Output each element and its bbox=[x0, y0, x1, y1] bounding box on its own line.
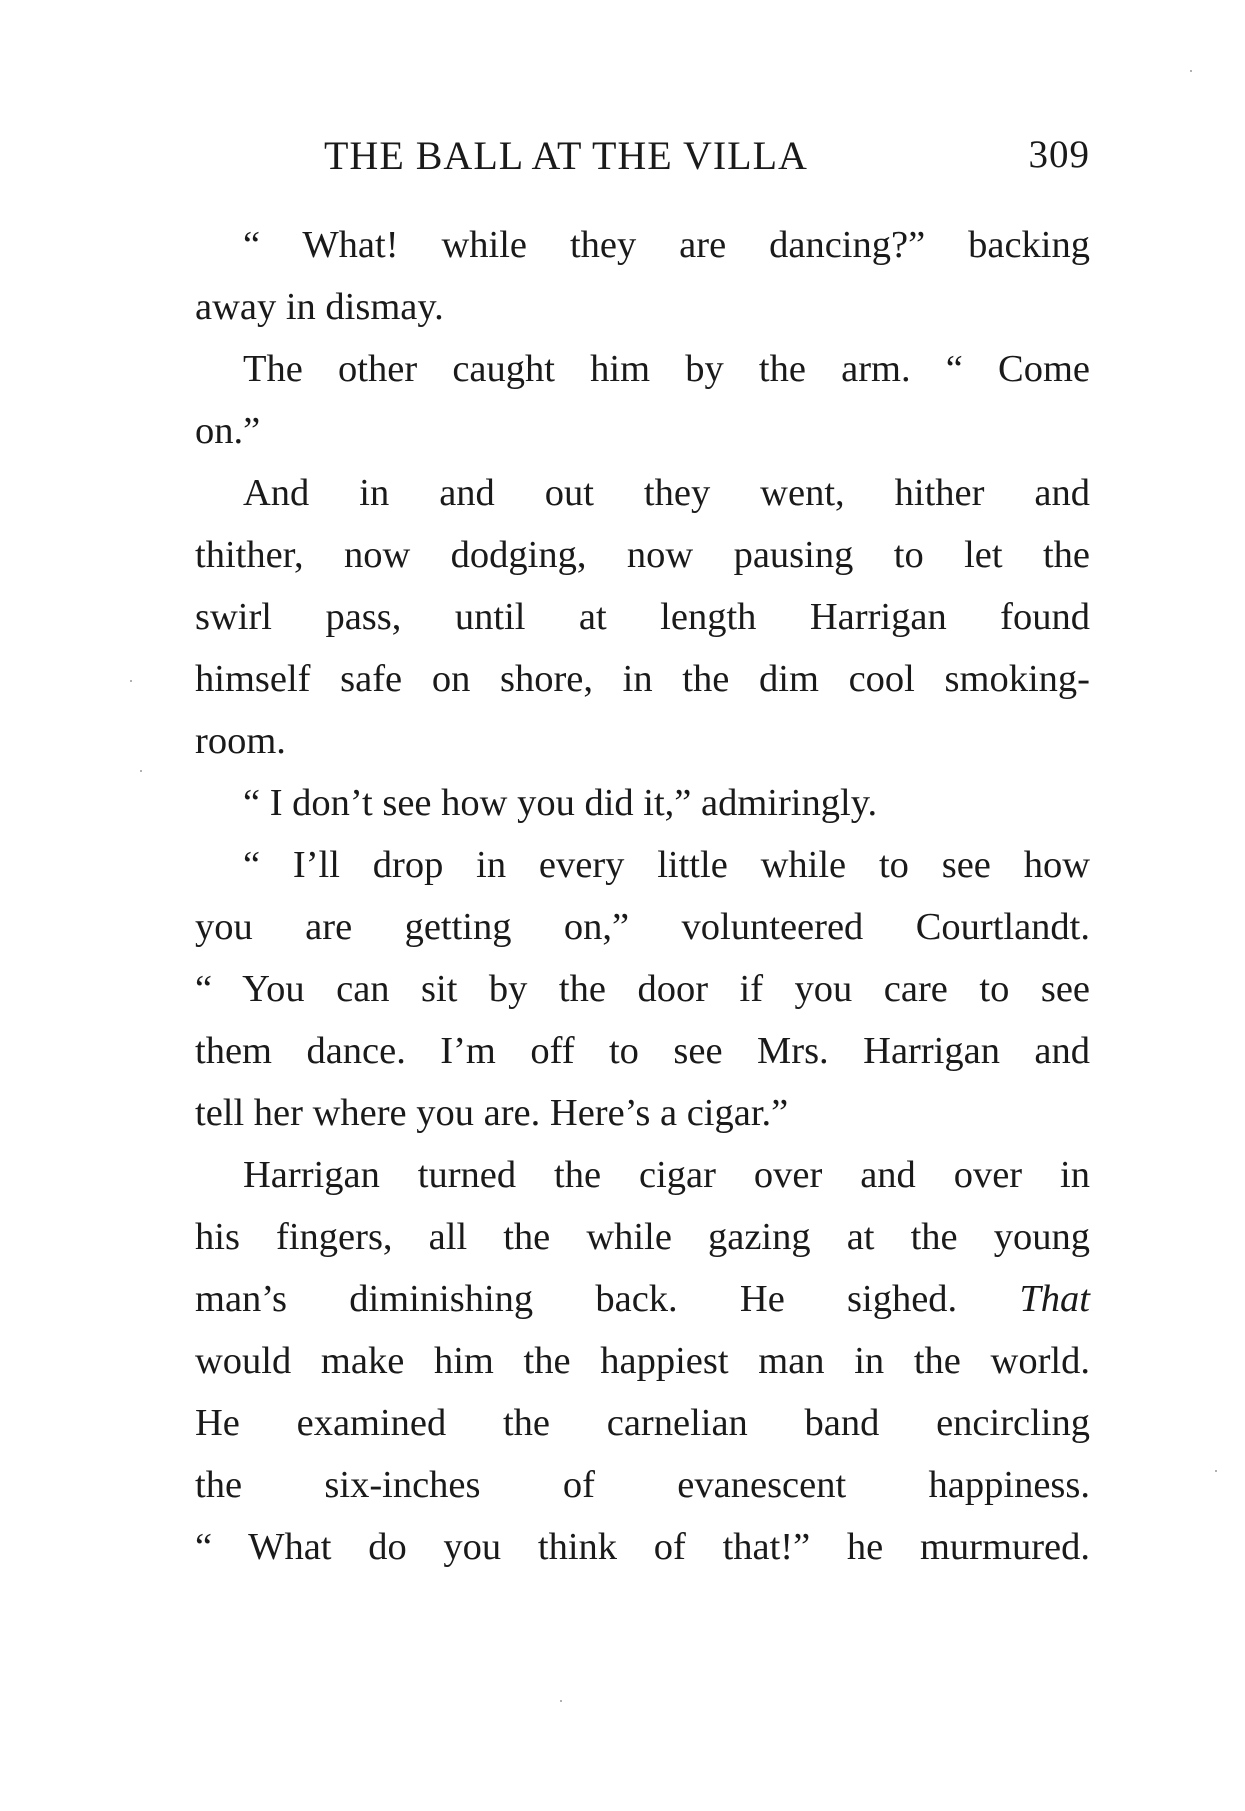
text-line: And in and out they went, hither and bbox=[243, 472, 1090, 514]
body-text bbox=[195, 214, 1090, 1578]
paper-speck bbox=[140, 770, 142, 772]
text-line: the six-inches of evanescent happiness. bbox=[195, 1464, 1090, 1506]
text-line: himself safe on shore, in the dim cool smoking- bbox=[195, 658, 1090, 700]
text-line: “ I don’t see how you did it,” admiringly. bbox=[243, 782, 878, 824]
text-line: man’s diminishing back. He sighed. That bbox=[195, 1278, 1090, 1320]
text-line: room. bbox=[195, 720, 286, 762]
text-line: on.” bbox=[195, 410, 261, 452]
text-line: The other caught him by the arm. “ Come bbox=[243, 348, 1090, 390]
text-line: his fingers, all the while gazing at the young bbox=[195, 1216, 1090, 1258]
text-line: away in dismay. bbox=[195, 286, 444, 328]
text-line: tell her where you are. Here’s a cigar.” bbox=[195, 1092, 789, 1134]
text-line: “ What do you think of that!” he murmured. bbox=[195, 1526, 1090, 1568]
paper-speck bbox=[1190, 70, 1192, 72]
text-line: “ You can sit by the door if you care to see bbox=[195, 968, 1090, 1010]
text-line: Harrigan turned the cigar over and over in bbox=[243, 1154, 1090, 1196]
running-head-title: THE BALL AT THE VILLA bbox=[324, 133, 808, 178]
text-line: He examined the carnelian band encircling bbox=[195, 1402, 1090, 1444]
text-line: “ What! while they are dancing?” backing bbox=[243, 224, 1090, 266]
text-line: them dance. I’m off to see Mrs. Harrigan and bbox=[195, 1030, 1090, 1072]
text-line: would make him the happiest man in the world. bbox=[195, 1340, 1090, 1382]
paper-speck bbox=[560, 1700, 562, 1702]
running-head bbox=[190, 132, 1090, 182]
paper-speck bbox=[1215, 1470, 1217, 1472]
text-line: swirl pass, until at length Harrigan found bbox=[195, 596, 1090, 638]
paper-speck bbox=[130, 680, 132, 682]
text-line: thither, now dodging, now pausing to let the bbox=[195, 534, 1090, 576]
text-line: you are getting on,” volunteered Courtlandt. bbox=[195, 906, 1090, 948]
page-number: 309 bbox=[1028, 133, 1090, 176]
text-line: “ I’ll drop in every little while to see how bbox=[243, 844, 1090, 886]
italic-word: That bbox=[1019, 1278, 1090, 1320]
